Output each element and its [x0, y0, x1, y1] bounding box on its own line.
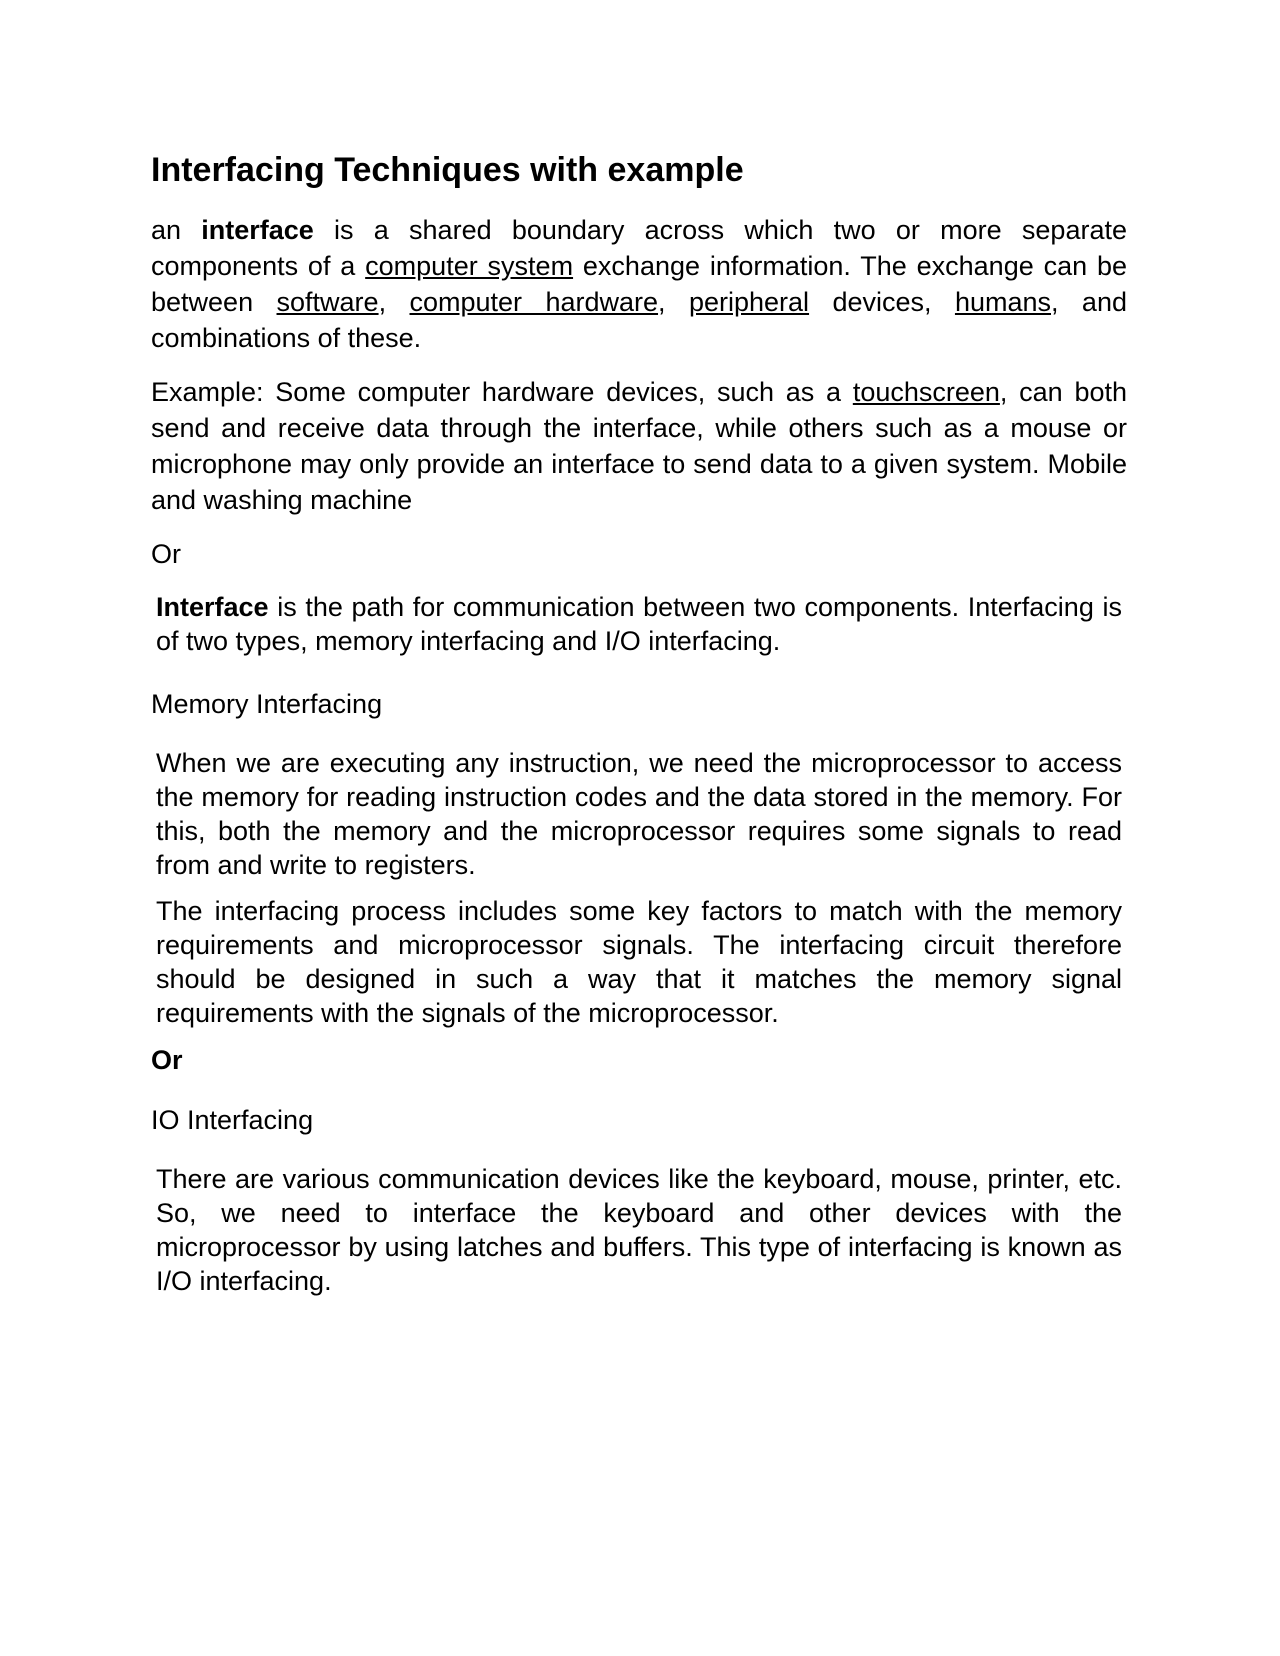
link-touchscreen[interactable]: touchscreen: [852, 377, 1000, 407]
text: is a shared boundary across which two or more separate components of a: [151, 215, 1127, 281]
document-title: Interfacing Techniques with example: [151, 151, 744, 189]
link-computer-hardware[interactable]: computer hardware: [409, 287, 659, 317]
text: devices,: [809, 287, 955, 317]
text: is the path for communication between two components. Interfacing is of two types, memory interfacing and I/O interfacing.: [156, 592, 1122, 656]
text: Example: Some computer hardware devices, such as a: [151, 377, 853, 407]
paragraph-example: [151, 374, 1127, 518]
section-heading-io-interfacing: IO Interfacing: [151, 1105, 314, 1135]
bold-term-interface: Interface: [156, 592, 269, 622]
document-page: [151, 150, 1127, 1316]
or-separator: Or: [151, 539, 181, 569]
text: , can both send and receive data through the interface, while others such as a mouse or microphone may only provide an interface to send data to a given system. Mobile and washing machine: [151, 377, 1127, 515]
link-software[interactable]: software: [276, 287, 379, 317]
paragraph-io-interfacing: There are various communication devices like the keyboard, mouse, printer, etc. So, we need to interface the keyboard and other devices with the microprocessor by using latches and buffers. This type of interfacing is known as I/O interfacing.: [156, 1164, 1122, 1296]
link-humans[interactable]: humans: [954, 287, 1051, 317]
or-bold-text: Or: [151, 1045, 183, 1075]
link-computer-system[interactable]: computer system: [365, 251, 574, 281]
text: ,: [658, 287, 689, 317]
or-separator-bold: [151, 1042, 1127, 1078]
paragraph-interface-definition: [151, 212, 1127, 356]
paragraph-memory-process: The interfacing process includes some key factors to match with the memory requirements and microprocessor signals. The interfacing circuit therefore should be designed in such a way that it matches the memory signal requirements with the signals of the microprocessor.: [156, 896, 1122, 1028]
link-peripheral[interactable]: peripheral: [688, 287, 810, 317]
text: ,: [378, 287, 410, 317]
text: , and combinations of these.: [151, 287, 1127, 353]
text: exchange information. The exchange can be between: [151, 251, 1127, 317]
bold-term-interface: interface: [201, 215, 314, 245]
section-heading-memory-interfacing: Memory Interfacing: [151, 689, 383, 719]
paragraph-memory-access: When we are executing any instruction, we need the microprocessor to access the memory for reading instruction codes and the data stored in the memory. For this, both the memory and the microprocessor requires some signals to read from and write to registers.: [156, 748, 1122, 880]
paragraph-interface-path: [156, 590, 1122, 658]
text: an: [151, 215, 202, 245]
